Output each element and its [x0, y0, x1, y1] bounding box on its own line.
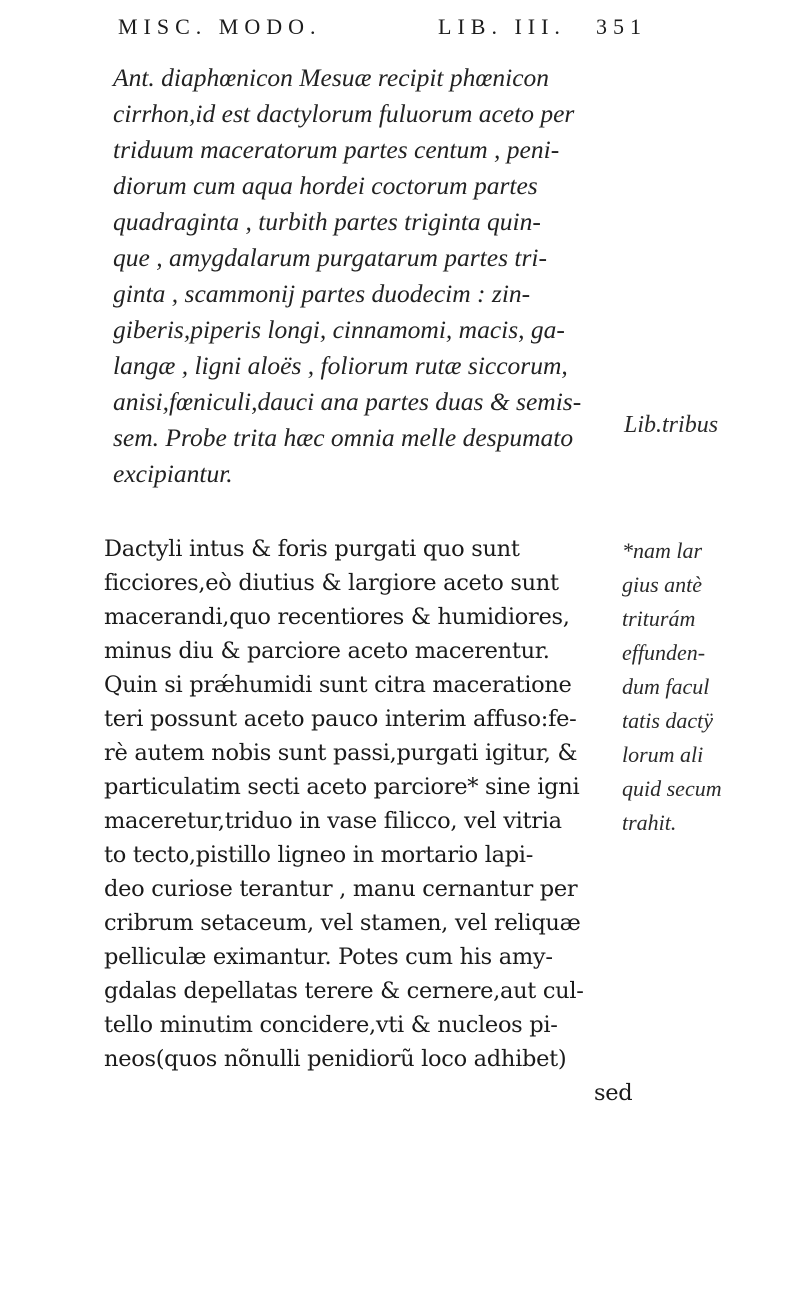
- margin-note-line: effunden-: [622, 640, 706, 665]
- page-number: 351: [596, 14, 647, 39]
- text-line: triduum maceratorum partes centum , peni-: [113, 135, 560, 164]
- text-line: quadraginta , turbith partes triginta quin-: [113, 207, 541, 236]
- catchword: sed: [594, 1080, 633, 1106]
- text-line: Ant. diaphœnicon Mesuæ recipit phœnicon: [113, 63, 550, 92]
- margin-note-line: gius antè: [622, 572, 703, 597]
- text-line: excipiantur.: [113, 459, 233, 488]
- text-line: que , amygdalarum purgatarum partes tri-: [113, 243, 547, 272]
- text-line: ficciores,eò diutius & largiore aceto sunt: [104, 570, 559, 596]
- text-line: maceretur,triduo in vase filicco, vel vitria: [104, 808, 562, 834]
- text-line: pelliculæ eximantur. Potes cum his amy-: [104, 944, 553, 970]
- recipe-paragraph: [113, 60, 581, 492]
- text-line: gdalas depellatas terere & cernere,aut cul-: [104, 978, 584, 1004]
- text-line: minus diu & parciore aceto macerentur.: [104, 638, 550, 664]
- margin-note-line: quid secum: [622, 776, 722, 801]
- text-line: macerandi,quo recentiores & humidiores,: [104, 604, 570, 630]
- margin-note-line: trahit.: [622, 810, 677, 835]
- text-line: cirrhon,id est dactylorum fuluorum aceto per: [113, 99, 575, 128]
- text-line: langæ , ligni aloës , foliorum rutæ siccorum,: [113, 351, 568, 380]
- running-head-title: MISC. MODO.: [118, 14, 322, 39]
- margin-note-line: triturám: [622, 606, 696, 631]
- text-line: anisi,fœniculi,dauci ana partes duas & semis-: [113, 387, 582, 416]
- running-head-book: LIB. III.: [438, 14, 566, 39]
- text-line: giberis,piperis longi, cinnamomi, macis, ga-: [113, 315, 565, 344]
- running-head: [118, 14, 758, 48]
- text-line: particulatim secti aceto parciore* sine igni: [104, 774, 580, 800]
- margin-note-line: dum facul: [622, 674, 710, 699]
- text-line: sem. Probe trita hæc omnia melle despumato: [113, 423, 574, 452]
- margin-note-line: tatis dactÿ: [622, 708, 714, 733]
- text-line: neos(quos nõnulli penidiorũ loco adhibet): [104, 1046, 567, 1072]
- text-line: to tecto,pistillo ligneo in mortario lapi-: [104, 842, 534, 868]
- margin-note-line: lorum ali: [622, 742, 704, 767]
- text-line: ginta , scammonij partes duodecim : zin-: [113, 279, 531, 308]
- margin-note-side: [622, 534, 722, 840]
- text-line: rè autem nobis sunt passi,purgati igitur, &: [104, 740, 578, 766]
- text-line: tello minutim concidere,vti & nucleos pi-: [104, 1012, 558, 1038]
- text-line: cribrum setaceum, vel stamen, vel reliquæ: [104, 910, 581, 936]
- text-line: Dactyli intus & foris purgati quo sunt: [104, 536, 520, 562]
- text-line: diorum cum aqua hordei coctorum partes: [113, 171, 538, 200]
- text-line: Quin si prǽhumidi sunt citra maceratione: [104, 672, 572, 698]
- commentary-paragraph: [104, 532, 632, 1110]
- margin-note-line: *nam lar: [622, 538, 703, 563]
- margin-note-lib: Lib.tribus: [624, 412, 719, 438]
- text-line: teri possunt aceto pauco interim affuso:fe-: [104, 706, 577, 732]
- text-line: deo curiose terantur , manu cernantur per: [104, 876, 578, 902]
